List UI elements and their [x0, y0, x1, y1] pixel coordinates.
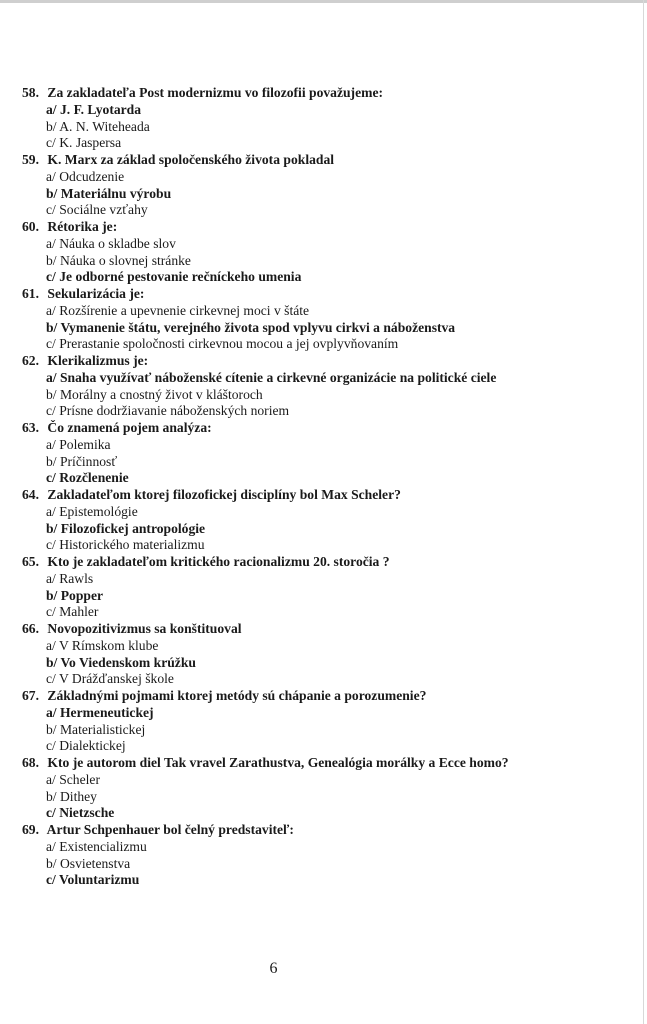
question-text: Novopozitivizmus sa konštituoval — [47, 621, 242, 636]
answer-option-correct: a/ J. F. Lyotarda — [46, 101, 142, 117]
quiz-page — [22, 85, 622, 889]
question-text: Kto je autorom diel Tak vravel Zarathustva, Genealógia morálky a Ecce homo? — [47, 755, 509, 770]
question-heading — [22, 353, 622, 370]
question-heading — [22, 554, 622, 571]
question-number: 60. — [22, 219, 39, 234]
question-number: 62. — [22, 353, 39, 368]
question-number: 59. — [22, 152, 39, 167]
question-heading — [22, 286, 622, 303]
question-block — [22, 487, 622, 554]
scan-edge-right — [643, 0, 644, 1024]
answer-option: c/ V Drážďanskej škole — [46, 671, 174, 687]
answer-option: b/ A. N. Witeheada — [46, 118, 150, 134]
question-number: 58. — [22, 85, 39, 100]
answer-option: b/ Príčinnosť — [46, 453, 118, 469]
question-text: Rétorika je: — [47, 219, 118, 234]
answer-option-correct: c/ Nietzsche — [46, 805, 115, 821]
answer-option: b/ Morálny a cnostný život v kláštoroch — [46, 386, 263, 402]
answer-option: b/ Dithey — [46, 788, 97, 804]
answer-option: c/ Prerastanie spoločnosti cirkevnou mocou a jej ovplyvňovaním — [46, 336, 399, 352]
question-heading — [22, 219, 622, 236]
answer-option: c/ Prísne dodržiavanie náboženských noriem — [46, 403, 290, 419]
question-text: Klerikalizmus je: — [47, 353, 149, 368]
answer-option: a/ Rawls — [46, 570, 94, 586]
question-number: 64. — [22, 487, 39, 502]
question-heading — [22, 420, 622, 437]
question-block — [22, 688, 622, 755]
question-block — [22, 621, 622, 688]
answer-option-correct: c/ Je odborné pestovanie rečníckeho umenia — [46, 269, 302, 285]
answer-option-correct: b/ Popper — [46, 587, 104, 603]
answer-option: c/ Sociálne vzťahy — [46, 202, 148, 218]
question-heading — [22, 755, 622, 772]
question-block — [22, 420, 622, 487]
answer-option: c/ K. Jaspersa — [46, 135, 122, 151]
answer-option: a/ Existencializmu — [46, 838, 147, 854]
question-number: 69. — [22, 822, 39, 837]
question-block — [22, 85, 622, 152]
question-text: Základnými pojmami ktorej metódy sú chápanie a porozumenie? — [47, 688, 427, 703]
question-heading — [22, 152, 622, 169]
answer-option-correct: c/ Rozčlenenie — [46, 470, 129, 486]
question-heading — [22, 822, 622, 839]
answer-option-correct: a/ Snaha využívať náboženské cítenie a cirkevné organizácie na politické ciele — [46, 369, 497, 385]
answer-option: a/ Scheler — [46, 771, 100, 787]
answer-option-correct: c/ Voluntarizmu — [46, 872, 140, 888]
answer-option: b/ Materialistickej — [46, 721, 146, 737]
question-heading — [22, 621, 622, 638]
scan-edge-top — [0, 0, 647, 3]
answer-option: b/ Náuka o slovnej stránke — [46, 252, 191, 268]
answer-option: a/ Polemika — [46, 436, 111, 452]
question-block — [22, 353, 622, 420]
question-number: 65. — [22, 554, 39, 569]
question-block — [22, 554, 622, 621]
question-block — [22, 286, 622, 353]
question-block — [22, 755, 622, 822]
page-number: 6 — [269, 960, 278, 977]
answer-option: b/ Osvietenstva — [46, 855, 131, 871]
question-block — [22, 219, 622, 286]
answer-option-correct: a/ Hermeneutickej — [46, 704, 154, 720]
question-block — [22, 152, 622, 219]
question-block — [22, 822, 622, 889]
answer-option-correct: b/ Filozofickej antropológie — [46, 520, 206, 536]
question-number: 63. — [22, 420, 39, 435]
answer-option-correct: b/ Vo Viedenskom krúžku — [46, 654, 196, 670]
answer-option-correct: b/ Vymanenie štátu, verejného života spod vplyvu cirkvi a náboženstva — [46, 319, 456, 335]
answer-option: a/ Epistemológie — [46, 503, 138, 519]
answer-option-correct: b/ Materiálnu výrobu — [46, 185, 172, 201]
question-text: Artur Schpenhauer bol čelný predstaviteľ: — [46, 822, 294, 837]
question-text: Sekularizácia je: — [47, 286, 145, 301]
question-text: Za zakladateľa Post modernizmu vo filozofii považujeme: — [47, 85, 384, 100]
answer-option: a/ Náuka o skladbe slov — [46, 235, 176, 251]
question-number: 66. — [22, 621, 39, 636]
answer-option: a/ Rozšírenie a upevnenie cirkevnej moci v štáte — [46, 302, 310, 318]
question-text: Čo znamená pojem analýza: — [47, 420, 212, 435]
question-heading — [22, 85, 622, 102]
question-heading — [22, 688, 622, 705]
question-text: K. Marx za základ spoločenského života pokladal — [47, 152, 335, 167]
question-heading — [22, 487, 622, 504]
question-number: 68. — [22, 755, 39, 770]
question-number: 67. — [22, 688, 39, 703]
question-text: Kto je zakladateľom kritického racionalizmu 20. storočia ? — [47, 554, 390, 569]
question-number: 61. — [22, 286, 39, 301]
answer-option: a/ Odcudzenie — [46, 168, 125, 184]
question-text: Zakladateľom ktorej filozofickej disciplíny bol Max Scheler? — [47, 487, 401, 502]
answer-option: c/ Mahler — [46, 604, 99, 620]
answer-option: c/ Historického materializmu — [46, 537, 205, 553]
answer-option: a/ V Rímskom klube — [46, 637, 159, 653]
answer-option: c/ Dialektickej — [46, 738, 126, 754]
